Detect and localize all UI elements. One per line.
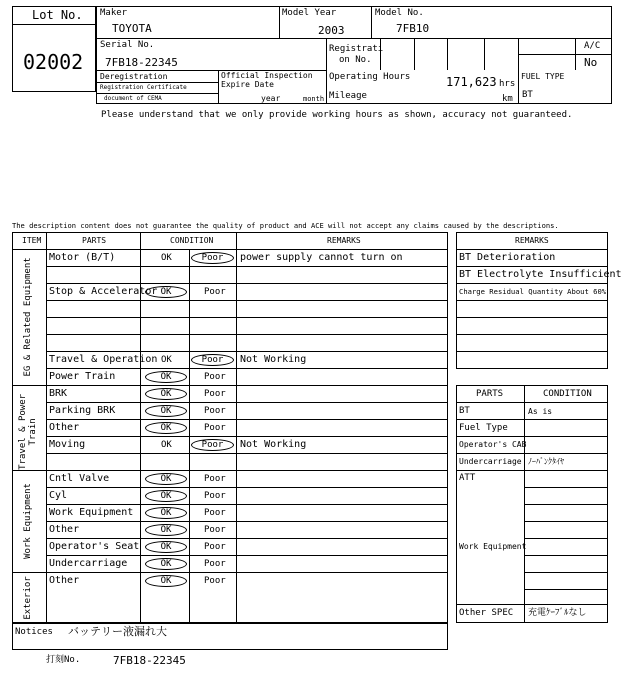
model-year-value: 2003 — [318, 24, 345, 37]
part-name: Undercarriage — [49, 558, 128, 569]
condition-ok: OK — [145, 286, 187, 298]
part-name: Work Equipment — [49, 507, 134, 518]
parts-col-header: PARTS — [476, 389, 504, 399]
remark-line: Charge Residual Quantity About 60% — [459, 287, 607, 296]
year-label: year — [261, 94, 281, 103]
notices-value: バッテリー液漏れ大 — [68, 625, 167, 638]
part-name: Other — [49, 422, 80, 433]
condition-ok: OK — [161, 355, 172, 365]
km-label: km — [502, 94, 513, 104]
group-exterior-label: Exterior — [23, 576, 34, 620]
col-remarks-header: REMARKS — [327, 236, 361, 245]
condition-ok: OK — [145, 558, 187, 570]
registration-label: Registrati — [329, 44, 384, 54]
fuel-type-row-label: Fuel Type — [459, 423, 508, 433]
group-travel-label — [19, 390, 39, 474]
condition-poor: Poor — [204, 542, 226, 552]
condition-poor: Poor — [191, 354, 234, 366]
fuel-type-value: BT — [522, 90, 533, 100]
condition-ok: OK — [145, 371, 187, 383]
bt-value: As is — [528, 407, 553, 416]
condition-ok: OK — [161, 253, 172, 263]
condition-poor: Poor — [204, 287, 226, 297]
condition-poor: Poor — [204, 576, 226, 586]
condition-ok: OK — [161, 440, 172, 450]
work-equipment-label: Work Equipment — [459, 542, 527, 551]
registration-certificate-label: Registration Certificate — [100, 84, 187, 91]
serial-value: 7FB18-22345 — [105, 56, 178, 69]
stamp-label: 打刻No. — [46, 655, 81, 665]
condition-ok: OK — [145, 473, 187, 485]
model-no-label: Model No. — [375, 8, 424, 18]
part-name: Operator's Seat — [49, 541, 140, 552]
condition-ok: OK — [145, 405, 187, 417]
col-item-header: ITEM — [22, 236, 42, 245]
condition-ok: OK — [145, 490, 187, 502]
operators-cab-label: Operator's CAB — [459, 440, 527, 449]
undercarriage-value: ﾉｰﾊﾞﾝｸﾀｲﾔ — [528, 457, 564, 466]
condition-poor: Poor — [204, 406, 226, 416]
model-year-label: Model Year — [282, 8, 337, 18]
condition-poor: Poor — [191, 252, 234, 264]
hours-note: Please understand that we only provide working hours as shown, accuracy not guaranteed. — [101, 110, 573, 120]
part-name: Moving — [49, 439, 86, 450]
condition-ok: OK — [145, 388, 187, 400]
condition-ok: OK — [145, 541, 187, 553]
cema-label: document of CEMA — [104, 95, 162, 102]
hrs-label: hrs — [499, 79, 516, 89]
part-name: Other — [49, 524, 80, 535]
group-work-label: Work Equipment — [23, 483, 34, 559]
condition-ok: OK — [145, 507, 187, 519]
condition-poor: Poor — [204, 508, 226, 518]
part-name: Power Train — [49, 371, 116, 382]
operating-hours-value: 171,623 — [446, 75, 497, 89]
registration-label-2: on No. — [339, 55, 372, 65]
condition-poor: Poor — [204, 559, 226, 569]
remark-line: BT Deterioration — [459, 252, 556, 263]
part-name: Cntl Valve — [49, 473, 110, 484]
remarks-title: REMARKS — [515, 236, 549, 245]
ac-value: No — [584, 56, 598, 69]
remark-line: BT Electrolyte Insufficient — [459, 269, 622, 280]
condition-poor: Poor — [204, 525, 226, 535]
group-travel-line-2: Train — [28, 418, 38, 446]
deregistration-label: Deregistration — [100, 72, 168, 81]
mileage-label: Mileage — [329, 91, 367, 101]
lot-number: 02002 — [23, 50, 84, 74]
condition-ok: OK — [145, 575, 187, 587]
notices-label: Notices — [15, 627, 53, 637]
part-name: BRK — [49, 388, 68, 399]
inspection-label-2: Expire Date — [221, 80, 274, 89]
col-condition-header: CONDITION — [170, 236, 214, 245]
condition-poor: Poor — [204, 474, 226, 484]
part-name: Travel & Operation — [49, 354, 158, 365]
bt-label: BT — [459, 406, 470, 416]
condition-poor: Poor — [204, 372, 226, 382]
remark-text: Not Working — [240, 439, 307, 450]
maker-label: Maker — [100, 8, 128, 18]
remark-text: Not Working — [240, 354, 307, 365]
condition-ok: OK — [145, 524, 187, 536]
inspection-label: Official Inspection — [221, 71, 313, 80]
fuel-type-label: FUEL TYPE — [521, 72, 565, 81]
remark-text: power supply cannot turn on — [240, 252, 403, 263]
other-spec-label: Other SPEC — [459, 608, 514, 618]
month-label: month — [303, 95, 325, 103]
group-travel-line-1: Travel & Power — [18, 393, 29, 470]
stamp-value: 7FB18-22345 — [113, 654, 186, 667]
part-name: Cyl — [49, 490, 68, 501]
part-name: Stop & Accelerator — [49, 286, 158, 297]
undercarriage-label: Undercarriage — [459, 457, 522, 466]
serial-label: Serial No. — [100, 40, 155, 50]
part-name: Parking BRK — [49, 405, 116, 416]
group-eg-label: EG & Related Equipment — [23, 257, 34, 377]
ac-label: A/C — [584, 41, 601, 51]
condition-ok: OK — [145, 422, 187, 434]
operating-hours-label: Operating Hours — [329, 72, 411, 82]
maker-value: TOYOTA — [112, 22, 152, 35]
condition-poor: Poor — [191, 439, 234, 451]
other-spec-value: 充電ｹｰﾌﾞﾙなし — [528, 608, 587, 618]
lot-label: Lot No. — [32, 8, 83, 22]
model-no-value: 7FB10 — [396, 22, 430, 35]
condition-col-header: CONDITION — [543, 389, 592, 399]
disclaimer: The description content does not guarantee the quality of product and ACE will not accept any claims caused by the descriptions. — [12, 221, 559, 230]
part-name: Other — [49, 575, 80, 586]
condition-poor: Poor — [204, 389, 226, 399]
part-name: Motor (B/T) — [49, 252, 116, 263]
condition-poor: Poor — [204, 423, 226, 433]
att-label: ATT — [459, 473, 476, 483]
col-parts-header: PARTS — [82, 236, 107, 245]
condition-poor: Poor — [204, 491, 226, 501]
